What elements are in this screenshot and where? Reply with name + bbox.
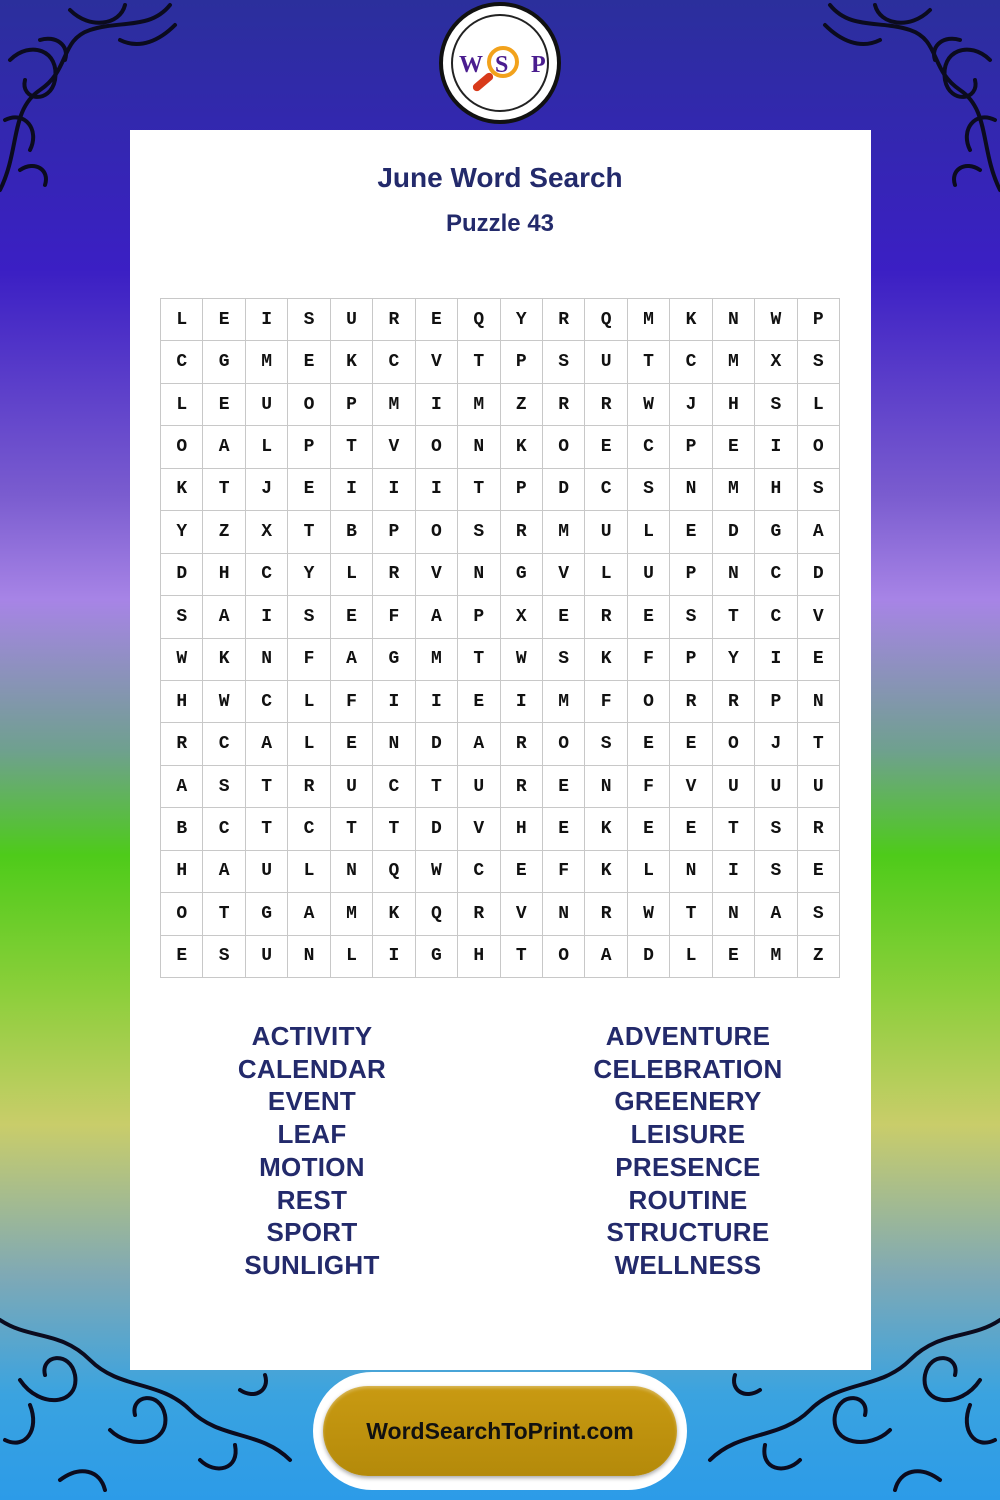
grid-cell[interactable]: U <box>628 554 670 596</box>
grid-cell[interactable]: D <box>161 554 203 596</box>
grid-cell[interactable]: S <box>203 766 245 808</box>
grid-cell[interactable]: O <box>288 384 330 426</box>
grid-cell[interactable]: H <box>161 681 203 723</box>
grid-cell[interactable]: A <box>458 723 500 765</box>
grid-cell[interactable]: K <box>161 469 203 511</box>
grid-cell[interactable]: T <box>713 808 755 850</box>
grid-cell[interactable]: U <box>246 851 288 893</box>
grid-cell[interactable]: A <box>203 851 245 893</box>
grid-cell[interactable]: V <box>543 554 585 596</box>
grid-cell[interactable]: N <box>713 893 755 935</box>
grid-cell[interactable]: R <box>670 681 712 723</box>
grid-cell[interactable]: F <box>543 851 585 893</box>
grid-cell[interactable]: F <box>331 681 373 723</box>
grid-cell[interactable]: N <box>331 851 373 893</box>
grid-cell[interactable]: F <box>628 766 670 808</box>
grid-cell[interactable]: I <box>755 426 797 468</box>
grid-cell[interactable]: I <box>416 384 458 426</box>
grid-cell[interactable]: R <box>373 299 415 341</box>
puzzle-number: Puzzle 43 <box>445 210 555 237</box>
grid-cell[interactable]: X <box>755 341 797 383</box>
grid-cell[interactable]: A <box>203 596 245 638</box>
grid-cell[interactable]: C <box>203 723 245 765</box>
grid-cell[interactable]: C <box>585 469 627 511</box>
grid-cell[interactable]: F <box>585 681 627 723</box>
grid-cell[interactable]: Q <box>585 299 627 341</box>
grid-cell[interactable]: A <box>288 893 330 935</box>
page-title: June Word Search <box>377 162 623 193</box>
grid-cell[interactable]: H <box>501 808 543 850</box>
grid-cell[interactable]: H <box>203 554 245 596</box>
grid-cell[interactable]: F <box>288 639 330 681</box>
grid-cell[interactable]: K <box>585 851 627 893</box>
grid-cell[interactable]: P <box>670 426 712 468</box>
grid-cell[interactable]: O <box>543 426 585 468</box>
grid-cell[interactable]: I <box>755 639 797 681</box>
grid-cell[interactable]: E <box>203 384 245 426</box>
grid-cell[interactable]: B <box>161 808 203 850</box>
grid-cell[interactable]: R <box>458 893 500 935</box>
word-list-item: SPORT <box>266 1217 358 1248</box>
grid-cell[interactable]: P <box>798 299 840 341</box>
grid-cell[interactable]: O <box>416 426 458 468</box>
grid-cell[interactable]: U <box>246 936 288 978</box>
grid-cell[interactable]: K <box>501 426 543 468</box>
grid-cell[interactable]: E <box>161 936 203 978</box>
logo-letter-p: P <box>531 52 546 78</box>
grid-cell[interactable]: T <box>331 808 373 850</box>
grid-cell[interactable]: A <box>416 596 458 638</box>
grid-cell[interactable]: Y <box>288 554 330 596</box>
grid-cell[interactable]: R <box>288 766 330 808</box>
word-list-item: GREENERY <box>614 1086 762 1117</box>
grid-cell[interactable]: W <box>755 299 797 341</box>
grid-cell[interactable]: P <box>670 554 712 596</box>
grid-cell[interactable]: A <box>246 723 288 765</box>
grid-cell[interactable]: S <box>161 596 203 638</box>
grid-cell[interactable]: P <box>501 469 543 511</box>
grid-cell[interactable]: W <box>628 893 670 935</box>
word-list-item: EVENT <box>267 1086 357 1117</box>
grid-cell[interactable]: C <box>373 341 415 383</box>
grid-cell[interactable]: L <box>246 426 288 468</box>
grid-cell[interactable]: Q <box>416 893 458 935</box>
grid-cell[interactable]: O <box>543 723 585 765</box>
grid-cell[interactable]: O <box>798 426 840 468</box>
grid-cell[interactable]: E <box>203 299 245 341</box>
grid-cell[interactable]: T <box>203 893 245 935</box>
grid-cell[interactable]: I <box>373 936 415 978</box>
grid-cell[interactable]: U <box>331 299 373 341</box>
grid-cell[interactable]: N <box>246 639 288 681</box>
grid-cell[interactable]: D <box>798 554 840 596</box>
grid-cell[interactable]: H <box>161 851 203 893</box>
grid-cell[interactable]: E <box>670 511 712 553</box>
grid-cell[interactable]: T <box>458 341 500 383</box>
logo[interactable] <box>439 2 561 124</box>
grid-cell[interactable]: V <box>458 808 500 850</box>
grid-cell[interactable]: E <box>543 808 585 850</box>
grid-cell[interactable]: C <box>161 341 203 383</box>
grid-cell[interactable]: H <box>755 469 797 511</box>
grid-cell[interactable]: K <box>585 639 627 681</box>
grid-cell[interactable]: A <box>585 936 627 978</box>
grid-cell[interactable]: O <box>416 511 458 553</box>
grid-cell[interactable]: M <box>416 639 458 681</box>
grid-cell[interactable]: R <box>543 299 585 341</box>
grid-cell[interactable]: T <box>458 639 500 681</box>
grid-cell[interactable]: E <box>501 851 543 893</box>
grid-cell[interactable]: C <box>246 681 288 723</box>
grid-cell[interactable]: L <box>670 936 712 978</box>
grid-cell[interactable]: E <box>628 596 670 638</box>
grid-cell[interactable]: S <box>798 341 840 383</box>
grid-cell[interactable]: E <box>331 596 373 638</box>
grid-cell[interactable]: Q <box>373 851 415 893</box>
site-link-button[interactable]: WordSearchToPrint.com <box>323 1386 677 1476</box>
grid-cell[interactable]: H <box>713 384 755 426</box>
grid-cell[interactable]: N <box>543 893 585 935</box>
grid-cell[interactable]: T <box>416 766 458 808</box>
grid-cell[interactable]: N <box>373 723 415 765</box>
grid-cell[interactable]: D <box>713 511 755 553</box>
word-list-item: LEAF <box>277 1119 347 1150</box>
grid-cell[interactable]: R <box>373 554 415 596</box>
grid-cell[interactable]: U <box>585 511 627 553</box>
grid-cell[interactable]: S <box>798 469 840 511</box>
grid-cell[interactable]: L <box>585 554 627 596</box>
grid-cell[interactable]: Z <box>501 384 543 426</box>
grid-cell[interactable]: R <box>798 808 840 850</box>
grid-cell[interactable]: J <box>670 384 712 426</box>
grid-cell[interactable]: C <box>755 554 797 596</box>
grid-cell[interactable]: T <box>458 469 500 511</box>
grid-cell[interactable]: N <box>458 554 500 596</box>
grid-cell[interactable]: V <box>798 596 840 638</box>
grid-cell[interactable]: M <box>755 936 797 978</box>
word-list-item: SUNLIGHT <box>244 1249 380 1280</box>
grid-cell[interactable]: E <box>713 936 755 978</box>
grid-cell[interactable]: B <box>331 511 373 553</box>
grid-cell[interactable]: T <box>628 341 670 383</box>
grid-cell[interactable]: P <box>458 596 500 638</box>
grid-cell[interactable]: M <box>331 893 373 935</box>
grid-cell[interactable]: K <box>585 808 627 850</box>
grid-cell[interactable]: I <box>331 469 373 511</box>
grid-cell[interactable]: U <box>755 766 797 808</box>
grid-cell[interactable]: R <box>543 384 585 426</box>
grid-cell[interactable]: T <box>246 766 288 808</box>
grid-cell[interactable]: C <box>670 341 712 383</box>
grid-cell[interactable]: E <box>798 851 840 893</box>
grid-cell[interactable]: L <box>288 681 330 723</box>
grid-cell[interactable]: V <box>416 341 458 383</box>
grid-cell[interactable]: K <box>670 299 712 341</box>
grid-cell[interactable]: A <box>203 426 245 468</box>
grid-cell[interactable]: S <box>755 384 797 426</box>
grid-cell[interactable]: Y <box>501 299 543 341</box>
grid-cell[interactable]: N <box>798 681 840 723</box>
word-list-item: WELLNESS <box>614 1249 762 1280</box>
grid-cell[interactable]: D <box>543 469 585 511</box>
grid-cell[interactable]: L <box>161 384 203 426</box>
grid-cell[interactable]: O <box>161 426 203 468</box>
grid-cell[interactable]: R <box>585 384 627 426</box>
grid-cell[interactable]: G <box>246 893 288 935</box>
grid-cell[interactable]: V <box>416 554 458 596</box>
grid-cell[interactable]: M <box>458 384 500 426</box>
grid-cell[interactable]: G <box>416 936 458 978</box>
grid-cell[interactable]: E <box>288 469 330 511</box>
grid-cell[interactable]: A <box>161 766 203 808</box>
grid-cell[interactable]: M <box>373 384 415 426</box>
grid-cell[interactable]: M <box>713 341 755 383</box>
grid-cell[interactable]: P <box>755 681 797 723</box>
grid-cell[interactable]: G <box>755 511 797 553</box>
grid-cell[interactable]: E <box>628 808 670 850</box>
grid-cell[interactable]: P <box>501 341 543 383</box>
grid-cell[interactable]: E <box>628 723 670 765</box>
word-list-item: PRESENCE <box>615 1151 761 1182</box>
grid-cell[interactable]: W <box>628 384 670 426</box>
grid-cell[interactable]: P <box>331 384 373 426</box>
grid-cell[interactable]: E <box>416 299 458 341</box>
grid-cell[interactable]: X <box>246 511 288 553</box>
grid-cell[interactable]: M <box>628 299 670 341</box>
grid-cell[interactable]: U <box>798 766 840 808</box>
grid-cell[interactable]: Y <box>161 511 203 553</box>
word-list-item: REST <box>276 1184 348 1215</box>
grid-cell[interactable]: A <box>798 511 840 553</box>
grid-cell[interactable]: D <box>416 808 458 850</box>
grid-cell[interactable]: S <box>628 469 670 511</box>
grid-cell[interactable]: Q <box>458 299 500 341</box>
grid-cell[interactable]: E <box>458 681 500 723</box>
grid-cell[interactable]: T <box>373 808 415 850</box>
grid-cell[interactable]: I <box>713 851 755 893</box>
grid-cell[interactable]: O <box>543 936 585 978</box>
grid-cell[interactable]: E <box>713 426 755 468</box>
grid-cell[interactable]: N <box>713 299 755 341</box>
word-list-item: ADVENTURE <box>605 1021 771 1051</box>
footer-badge <box>313 1372 687 1490</box>
grid-cell[interactable]: G <box>373 639 415 681</box>
grid-cell[interactable]: S <box>543 639 585 681</box>
grid-cell[interactable]: V <box>670 766 712 808</box>
word-list-item: CALENDAR <box>237 1053 387 1084</box>
grid-cell[interactable]: E <box>585 426 627 468</box>
grid-cell[interactable]: F <box>373 596 415 638</box>
grid-cell[interactable]: R <box>501 766 543 808</box>
grid-cell[interactable]: C <box>288 808 330 850</box>
grid-cell[interactable]: L <box>161 299 203 341</box>
grid-cell[interactable]: W <box>501 639 543 681</box>
grid-cell[interactable]: C <box>246 554 288 596</box>
grid-cell[interactable]: V <box>501 893 543 935</box>
grid-cell[interactable]: T <box>203 469 245 511</box>
grid-cell[interactable]: E <box>543 596 585 638</box>
grid-cell[interactable]: S <box>288 299 330 341</box>
grid-cell[interactable]: O <box>628 681 670 723</box>
grid-cell[interactable]: P <box>373 511 415 553</box>
grid-cell[interactable]: N <box>288 936 330 978</box>
grid-cell[interactable]: E <box>331 723 373 765</box>
grid-cell[interactable]: T <box>713 596 755 638</box>
grid-cell[interactable]: C <box>628 426 670 468</box>
grid-cell[interactable]: L <box>288 723 330 765</box>
grid-cell[interactable]: C <box>458 851 500 893</box>
grid-cell[interactable]: M <box>246 341 288 383</box>
grid-cell[interactable]: S <box>288 596 330 638</box>
grid-cell[interactable]: Y <box>713 639 755 681</box>
letter-grid[interactable] <box>160 298 840 978</box>
logo-letter-s: S <box>495 52 509 78</box>
grid-cell[interactable]: N <box>458 426 500 468</box>
grid-cell[interactable]: N <box>585 766 627 808</box>
grid-cell[interactable]: I <box>373 681 415 723</box>
grid-cell[interactable]: D <box>628 936 670 978</box>
grid-cell[interactable]: I <box>416 681 458 723</box>
grid-cell[interactable]: L <box>628 851 670 893</box>
grid-cell[interactable]: E <box>670 723 712 765</box>
grid-cell[interactable]: V <box>373 426 415 468</box>
grid-cell[interactable]: L <box>331 554 373 596</box>
grid-cell[interactable]: E <box>288 341 330 383</box>
grid-cell[interactable]: I <box>246 299 288 341</box>
grid-cell[interactable]: N <box>670 851 712 893</box>
word-list-item: ACTIVITY <box>251 1021 373 1051</box>
grid-cell[interactable]: R <box>585 893 627 935</box>
grid-cell[interactable]: U <box>713 766 755 808</box>
grid-cell[interactable]: S <box>458 511 500 553</box>
grid-cell[interactable]: S <box>585 723 627 765</box>
grid-cell[interactable]: M <box>713 469 755 511</box>
grid-cell[interactable]: M <box>543 681 585 723</box>
grid-cell[interactable]: S <box>203 936 245 978</box>
grid-cell[interactable]: E <box>670 808 712 850</box>
grid-cell[interactable]: G <box>203 341 245 383</box>
grid-cell[interactable]: D <box>416 723 458 765</box>
grid-cell[interactable]: R <box>713 681 755 723</box>
grid-cell[interactable]: G <box>501 554 543 596</box>
grid-cell[interactable]: R <box>161 723 203 765</box>
grid-cell[interactable]: T <box>501 936 543 978</box>
grid-cell[interactable]: N <box>713 554 755 596</box>
grid-cell[interactable]: I <box>246 596 288 638</box>
grid-cell[interactable]: T <box>670 893 712 935</box>
grid-cell[interactable]: E <box>798 639 840 681</box>
grid-cell[interactable]: Z <box>798 936 840 978</box>
word-list-right <box>538 1020 838 1282</box>
word-list-item: MOTION <box>259 1151 365 1182</box>
grid-cell[interactable]: O <box>161 893 203 935</box>
grid-cell[interactable]: K <box>203 639 245 681</box>
grid-cell[interactable]: L <box>288 851 330 893</box>
grid-cell[interactable]: S <box>755 808 797 850</box>
logo-letter-w: W <box>459 52 483 78</box>
word-list-item: ROUTINE <box>628 1184 748 1215</box>
word-list-item: LEISURE <box>630 1119 746 1150</box>
grid-cell[interactable]: I <box>501 681 543 723</box>
grid-cell[interactable]: A <box>755 893 797 935</box>
grid-cell[interactable]: T <box>288 511 330 553</box>
grid-cell[interactable]: U <box>458 766 500 808</box>
grid-cell[interactable]: T <box>246 808 288 850</box>
grid-cell[interactable]: T <box>331 426 373 468</box>
grid-cell[interactable]: N <box>670 469 712 511</box>
grid-cell[interactable]: U <box>331 766 373 808</box>
grid-cell[interactable]: F <box>628 639 670 681</box>
grid-cell[interactable]: A <box>331 639 373 681</box>
grid-cell[interactable]: K <box>373 893 415 935</box>
grid-cell[interactable]: J <box>755 723 797 765</box>
grid-cell[interactable]: K <box>331 341 373 383</box>
grid-cell[interactable]: L <box>331 936 373 978</box>
grid-cell[interactable]: C <box>203 808 245 850</box>
word-list-item: STRUCTURE <box>606 1217 770 1248</box>
grid-cell[interactable]: E <box>543 766 585 808</box>
grid-cell[interactable]: Z <box>203 511 245 553</box>
grid-cell[interactable]: H <box>458 936 500 978</box>
grid-cell[interactable]: S <box>755 851 797 893</box>
grid-cell[interactable]: R <box>501 723 543 765</box>
grid-cell[interactable]: W <box>416 851 458 893</box>
grid-cell[interactable]: X <box>501 596 543 638</box>
grid-cell[interactable]: C <box>373 766 415 808</box>
grid-cell[interactable]: M <box>543 511 585 553</box>
grid-cell[interactable]: S <box>543 341 585 383</box>
grid-cell[interactable]: L <box>628 511 670 553</box>
grid-cell[interactable]: L <box>798 384 840 426</box>
grid-cell[interactable]: W <box>203 681 245 723</box>
grid-cell[interactable]: I <box>373 469 415 511</box>
grid-cell[interactable]: O <box>713 723 755 765</box>
grid-cell[interactable]: R <box>585 596 627 638</box>
grid-cell[interactable]: U <box>246 384 288 426</box>
grid-cell[interactable]: T <box>798 723 840 765</box>
grid-cell[interactable]: S <box>670 596 712 638</box>
word-list-left <box>162 1020 462 1282</box>
grid-cell[interactable]: U <box>585 341 627 383</box>
grid-cell[interactable]: R <box>501 511 543 553</box>
grid-cell[interactable]: P <box>288 426 330 468</box>
word-list-item: CELEBRATION <box>593 1053 783 1084</box>
grid-cell[interactable]: W <box>161 639 203 681</box>
grid-cell[interactable]: P <box>670 639 712 681</box>
grid-cell[interactable]: I <box>416 469 458 511</box>
grid-cell[interactable]: C <box>755 596 797 638</box>
grid-cell[interactable]: J <box>246 469 288 511</box>
grid-cell[interactable]: S <box>798 893 840 935</box>
